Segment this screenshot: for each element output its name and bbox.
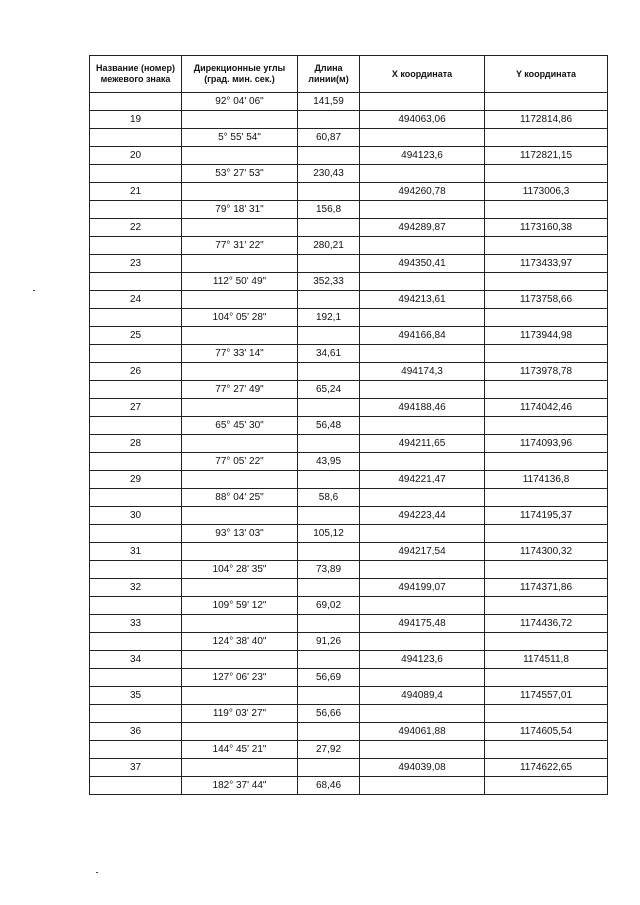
cell-name — [90, 489, 182, 507]
cell-y — [485, 381, 608, 399]
cell-name: 35 — [90, 687, 182, 705]
cell-length: 280,21 — [298, 237, 360, 255]
cell-name — [90, 669, 182, 687]
cell-y: 1172814,86 — [485, 111, 608, 129]
cell-length: 192,1 — [298, 309, 360, 327]
cell-y — [485, 633, 608, 651]
cell-y: 1172821,15 — [485, 147, 608, 165]
cell-length — [298, 435, 360, 453]
cell-y — [485, 129, 608, 147]
cell-angle: 92° 04' 06" — [182, 93, 298, 111]
cell-y: 1173433,97 — [485, 255, 608, 273]
cell-name — [90, 165, 182, 183]
cell-angle — [182, 759, 298, 777]
cell-x: 494188,46 — [360, 399, 485, 417]
cell-angle — [182, 579, 298, 597]
table-row — [90, 471, 608, 489]
cell-length — [298, 723, 360, 741]
cell-y: 1173758,66 — [485, 291, 608, 309]
cell-y — [485, 561, 608, 579]
cell-x: 494123,6 — [360, 147, 485, 165]
cell-angle: 65° 45' 30" — [182, 417, 298, 435]
cell-angle: 127° 06' 23" — [182, 669, 298, 687]
cell-name — [90, 345, 182, 363]
scan-mark — [33, 290, 35, 291]
cell-y — [485, 525, 608, 543]
cell-x — [360, 597, 485, 615]
table-row — [90, 543, 608, 561]
cell-length — [298, 183, 360, 201]
cell-length: 73,89 — [298, 561, 360, 579]
table-row — [90, 165, 608, 183]
cell-angle — [182, 111, 298, 129]
cell-y: 1174300,32 — [485, 543, 608, 561]
cell-x: 494063,06 — [360, 111, 485, 129]
cell-y — [485, 165, 608, 183]
cell-angle — [182, 147, 298, 165]
cell-name — [90, 129, 182, 147]
table-row — [90, 741, 608, 759]
cell-y: 1174622,65 — [485, 759, 608, 777]
table-row — [90, 147, 608, 165]
cell-name: 24 — [90, 291, 182, 309]
cell-angle — [182, 507, 298, 525]
cell-angle — [182, 363, 298, 381]
table-row — [90, 633, 608, 651]
cell-y — [485, 273, 608, 291]
header-x: X координата — [360, 56, 485, 93]
cell-name: 29 — [90, 471, 182, 489]
cell-length: 56,48 — [298, 417, 360, 435]
cell-y: 1174195,37 — [485, 507, 608, 525]
cell-y: 1174557,01 — [485, 687, 608, 705]
cell-y — [485, 93, 608, 111]
table-row — [90, 435, 608, 453]
table-row — [90, 687, 608, 705]
cell-x: 494213,61 — [360, 291, 485, 309]
table-row — [90, 255, 608, 273]
table-row — [90, 111, 608, 129]
cell-name — [90, 777, 182, 795]
cell-y: 1174605,54 — [485, 723, 608, 741]
table-header-row — [90, 56, 608, 93]
cell-name — [90, 417, 182, 435]
table-row — [90, 201, 608, 219]
table-body — [90, 93, 608, 795]
cell-length: 105,12 — [298, 525, 360, 543]
cell-angle — [182, 723, 298, 741]
cell-name — [90, 273, 182, 291]
cell-length — [298, 327, 360, 345]
cell-name: 34 — [90, 651, 182, 669]
cell-name — [90, 525, 182, 543]
cell-angle: 93° 13' 03" — [182, 525, 298, 543]
cell-angle — [182, 327, 298, 345]
table-row — [90, 129, 608, 147]
cell-angle: 77° 33' 14" — [182, 345, 298, 363]
cell-x — [360, 345, 485, 363]
cell-angle — [182, 399, 298, 417]
cell-x: 494061,88 — [360, 723, 485, 741]
cell-length: 141,59 — [298, 93, 360, 111]
cell-y — [485, 705, 608, 723]
cell-length — [298, 507, 360, 525]
table-row — [90, 273, 608, 291]
cell-length — [298, 255, 360, 273]
table-row — [90, 615, 608, 633]
cell-angle: 112° 50' 49" — [182, 273, 298, 291]
cell-name: 36 — [90, 723, 182, 741]
table-row — [90, 363, 608, 381]
cell-x: 494211,65 — [360, 435, 485, 453]
cell-name — [90, 705, 182, 723]
cell-angle — [182, 255, 298, 273]
cell-angle: 88° 04' 25" — [182, 489, 298, 507]
cell-name: 20 — [90, 147, 182, 165]
cell-x — [360, 417, 485, 435]
cell-y — [485, 417, 608, 435]
cell-name — [90, 561, 182, 579]
cell-length: 56,66 — [298, 705, 360, 723]
cell-name: 27 — [90, 399, 182, 417]
table-row — [90, 651, 608, 669]
table-row — [90, 561, 608, 579]
cell-angle — [182, 219, 298, 237]
cell-name: 22 — [90, 219, 182, 237]
header-y: Y координата — [485, 56, 608, 93]
cell-x — [360, 93, 485, 111]
cell-name: 26 — [90, 363, 182, 381]
table-row — [90, 381, 608, 399]
cell-y: 1173006,3 — [485, 183, 608, 201]
scan-mark — [96, 872, 98, 873]
table-row — [90, 579, 608, 597]
cell-name — [90, 453, 182, 471]
cell-angle: 79° 18' 31" — [182, 201, 298, 219]
cell-y: 1173944,98 — [485, 327, 608, 345]
cell-y — [485, 237, 608, 255]
table-row — [90, 669, 608, 687]
cell-y: 1174093,96 — [485, 435, 608, 453]
cell-x: 494089,4 — [360, 687, 485, 705]
cell-length — [298, 291, 360, 309]
cell-angle: 77° 05' 22" — [182, 453, 298, 471]
cell-x: 494223,44 — [360, 507, 485, 525]
cell-y: 1173160,38 — [485, 219, 608, 237]
cell-name — [90, 633, 182, 651]
cell-x — [360, 453, 485, 471]
cell-length — [298, 399, 360, 417]
cell-x — [360, 705, 485, 723]
cell-length — [298, 363, 360, 381]
cell-angle — [182, 687, 298, 705]
cell-y — [485, 345, 608, 363]
cell-angle: 104° 05' 28" — [182, 309, 298, 327]
cell-angle — [182, 471, 298, 489]
cell-angle: 119° 03' 27" — [182, 705, 298, 723]
cell-x — [360, 489, 485, 507]
cell-name — [90, 237, 182, 255]
cell-name: 28 — [90, 435, 182, 453]
cell-length — [298, 111, 360, 129]
cell-angle: 5° 55' 54" — [182, 129, 298, 147]
table-row — [90, 291, 608, 309]
cell-angle — [182, 435, 298, 453]
cell-length — [298, 147, 360, 165]
cell-angle: 124° 38' 40" — [182, 633, 298, 651]
cell-x — [360, 777, 485, 795]
cell-length — [298, 687, 360, 705]
cell-length: 230,43 — [298, 165, 360, 183]
table-row — [90, 327, 608, 345]
table-row — [90, 525, 608, 543]
table-row — [90, 183, 608, 201]
cell-name — [90, 381, 182, 399]
table-row — [90, 93, 608, 111]
table-row — [90, 723, 608, 741]
table-row — [90, 219, 608, 237]
cell-x — [360, 201, 485, 219]
cell-y — [485, 741, 608, 759]
cell-length: 27,92 — [298, 741, 360, 759]
header-name: Название (номер) межевого знака — [90, 56, 182, 93]
cell-name: 31 — [90, 543, 182, 561]
table-row — [90, 453, 608, 471]
cell-length: 60,87 — [298, 129, 360, 147]
cell-x: 494039,08 — [360, 759, 485, 777]
cell-x — [360, 273, 485, 291]
cell-name — [90, 93, 182, 111]
cell-length — [298, 219, 360, 237]
cell-length — [298, 471, 360, 489]
cell-angle — [182, 543, 298, 561]
cell-x: 494123,6 — [360, 651, 485, 669]
cell-y — [485, 201, 608, 219]
table-row — [90, 597, 608, 615]
header-length: Длина линии(м) — [298, 56, 360, 93]
cell-x — [360, 129, 485, 147]
cell-x: 494260,78 — [360, 183, 485, 201]
cell-x — [360, 741, 485, 759]
cell-angle: 144° 45' 21" — [182, 741, 298, 759]
cell-y: 1174436,72 — [485, 615, 608, 633]
table-row — [90, 705, 608, 723]
cell-name: 32 — [90, 579, 182, 597]
cell-name: 23 — [90, 255, 182, 273]
cell-y — [485, 489, 608, 507]
cell-length — [298, 579, 360, 597]
cell-x: 494289,87 — [360, 219, 485, 237]
cell-x — [360, 669, 485, 687]
cell-angle — [182, 291, 298, 309]
cell-y: 1174511,8 — [485, 651, 608, 669]
cell-name: 21 — [90, 183, 182, 201]
cell-length: 68,46 — [298, 777, 360, 795]
cell-x — [360, 525, 485, 543]
cell-angle — [182, 183, 298, 201]
cell-length: 43,95 — [298, 453, 360, 471]
cell-length: 56,69 — [298, 669, 360, 687]
cell-y: 1173978,78 — [485, 363, 608, 381]
cell-y: 1174136,8 — [485, 471, 608, 489]
cell-y: 1174042,46 — [485, 399, 608, 417]
cell-x: 494221,47 — [360, 471, 485, 489]
cell-x — [360, 381, 485, 399]
table-row — [90, 237, 608, 255]
table-row — [90, 777, 608, 795]
cell-y — [485, 597, 608, 615]
cell-angle: 104° 28' 35" — [182, 561, 298, 579]
cell-name — [90, 741, 182, 759]
cell-x: 494217,54 — [360, 543, 485, 561]
cell-length — [298, 759, 360, 777]
table-row — [90, 345, 608, 363]
cell-name: 25 — [90, 327, 182, 345]
cell-name: 19 — [90, 111, 182, 129]
cell-angle: 77° 27' 49" — [182, 381, 298, 399]
cell-angle: 182° 37' 44" — [182, 777, 298, 795]
cell-length: 69,02 — [298, 597, 360, 615]
cell-length: 65,24 — [298, 381, 360, 399]
boundary-points-table — [89, 55, 608, 795]
table-row — [90, 759, 608, 777]
cell-x: 494175,48 — [360, 615, 485, 633]
cell-y: 1174371,86 — [485, 579, 608, 597]
cell-x — [360, 561, 485, 579]
cell-length — [298, 651, 360, 669]
cell-x: 494350,41 — [360, 255, 485, 273]
cell-angle — [182, 615, 298, 633]
header-angle: Дирекционные углы (град. мин. сек.) — [182, 56, 298, 93]
cell-length: 156,8 — [298, 201, 360, 219]
cell-x — [360, 165, 485, 183]
cell-angle: 109° 59' 12" — [182, 597, 298, 615]
table-row — [90, 399, 608, 417]
cell-x: 494166,84 — [360, 327, 485, 345]
cell-length — [298, 543, 360, 561]
cell-angle: 77° 31' 22" — [182, 237, 298, 255]
table-row — [90, 507, 608, 525]
cell-x: 494199,07 — [360, 579, 485, 597]
cell-name — [90, 309, 182, 327]
cell-name: 33 — [90, 615, 182, 633]
cell-x — [360, 309, 485, 327]
cell-length: 91,26 — [298, 633, 360, 651]
cell-y — [485, 777, 608, 795]
cell-length — [298, 615, 360, 633]
table-row — [90, 417, 608, 435]
cell-name: 30 — [90, 507, 182, 525]
cell-x — [360, 633, 485, 651]
cell-length: 34,61 — [298, 345, 360, 363]
cell-x: 494174,3 — [360, 363, 485, 381]
cell-y — [485, 453, 608, 471]
cell-angle — [182, 651, 298, 669]
cell-y — [485, 669, 608, 687]
cell-name — [90, 597, 182, 615]
table-row — [90, 489, 608, 507]
cell-name — [90, 201, 182, 219]
cell-length: 58,6 — [298, 489, 360, 507]
cell-x — [360, 237, 485, 255]
cell-length: 352,33 — [298, 273, 360, 291]
cell-name: 37 — [90, 759, 182, 777]
cell-y — [485, 309, 608, 327]
table-row — [90, 309, 608, 327]
cell-angle: 53° 27' 53" — [182, 165, 298, 183]
